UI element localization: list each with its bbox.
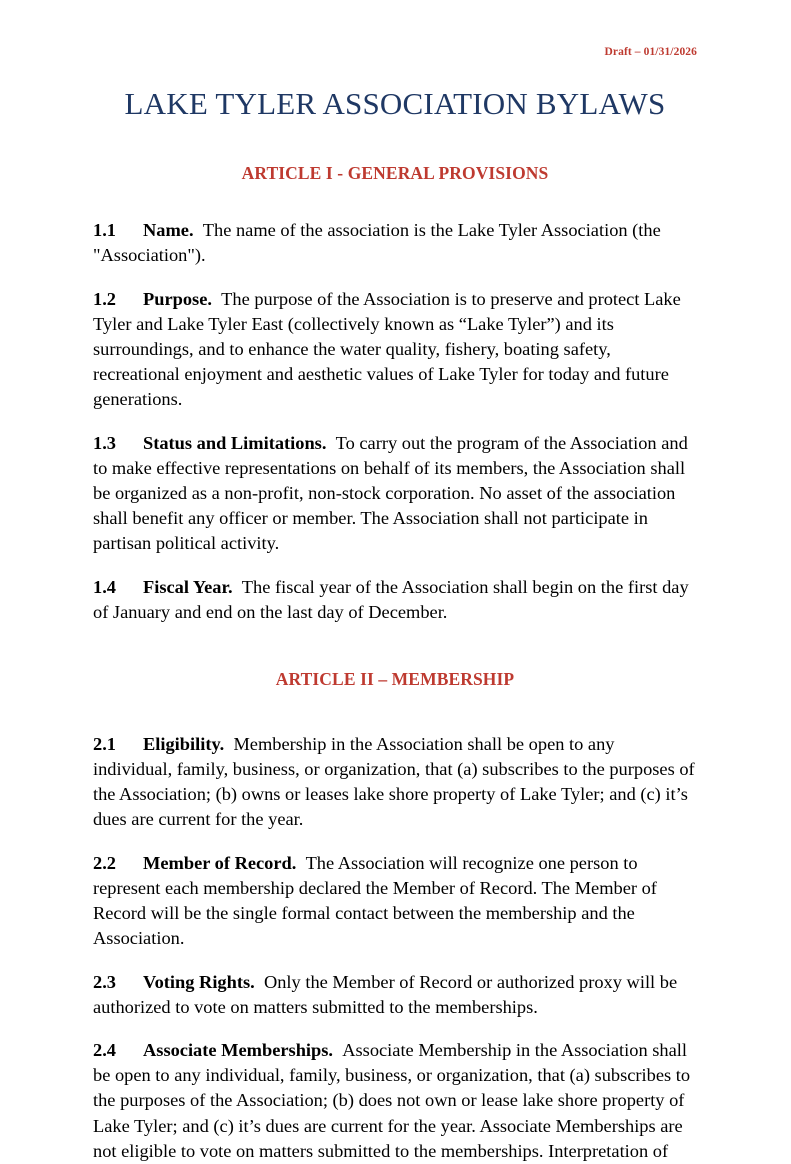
section-body: Associate Membership in the Association shall be open to any individual, family, business, or organization, that (a) subscribes to the purposes of the Association; (b) does not own or lease lake shore property of Lake Tyler; and (c) it’s dues are current for the year. Associate Memberships are not eligible to vote on matters submitted to the memberships. Interpretation of xyxy=(93,1040,691,1161)
section-body: The Association will recognize one person to represent each membership declared the Member of Record. The Member of Record will be the single formal contact between the membership and the Association. xyxy=(93,852,657,949)
section-title: Status and Limitations. xyxy=(143,432,327,453)
document-title: LAKE TYLER ASSOCIATION BYLAWS xyxy=(124,85,666,121)
section-number: 1.4 xyxy=(93,576,116,597)
section-title: Member of Record. xyxy=(143,852,297,873)
section-1-2 xyxy=(93,287,697,413)
section-title: Eligibility. xyxy=(143,733,225,754)
section-body: Membership in the Association shall be open to any individual, family, business, or organization, that (a) subscribes to the purposes of the Association; (b) owns or leases lake shore property of Lake Tyler; and (c) it’s dues are current for the year. xyxy=(93,733,695,830)
section-body: To carry out the program of the Association and to make effective representations on behalf of its members, the Association shall be organized as a non-profit, non-stock corporation. No asset of the association shall benefit any officer or member. The Association shall not participate in partisan political activity. xyxy=(93,432,688,554)
section-number: 2.1 xyxy=(93,733,116,754)
section-2-2 xyxy=(93,851,697,951)
section-title: Name. xyxy=(143,220,194,241)
article-heading-1: ARTICLE I - GENERAL PROVISIONS xyxy=(241,163,549,184)
section-1-1 xyxy=(93,218,697,268)
article-1-sections xyxy=(93,218,697,625)
section-title: Voting Rights. xyxy=(143,971,255,992)
section-1-4 xyxy=(93,575,697,625)
document-content xyxy=(93,0,697,1164)
section-body: Only the Member of Record or authorized proxy will be authorized to vote on matters submitted to the memberships. xyxy=(93,971,678,1017)
article-heading-2: ARTICLE II – MEMBERSHIP xyxy=(275,668,515,689)
section-body: The name of the association is the Lake Tyler Association (the "Association"). xyxy=(93,220,661,266)
section-2-1 xyxy=(93,732,697,832)
section-2-4 xyxy=(93,1038,697,1164)
section-2-3 xyxy=(93,970,697,1020)
section-body: The fiscal year of the Association shall begin on the first day of January and end on the last day of December. xyxy=(93,576,689,622)
section-title: Purpose. xyxy=(143,288,212,309)
section-number: 2.4 xyxy=(93,1040,116,1061)
section-body: The purpose of the Association is to preserve and protect Lake Tyler and Lake Tyler East (collectively known as “Lake Tyler”) and its surroundings, and to enhance the water quality, fishery, boating safety, recreational enjoyment and aesthetic values of Lake Tyler for today and future generations. xyxy=(93,288,681,410)
article-2-sections xyxy=(93,732,697,1164)
section-number: 1.3 xyxy=(93,432,116,453)
section-title: Fiscal Year. xyxy=(143,576,233,597)
section-number: 2.2 xyxy=(93,852,116,873)
section-title: Associate Memberships. xyxy=(143,1040,334,1061)
section-1-3 xyxy=(93,431,697,557)
section-number: 1.2 xyxy=(93,288,116,309)
draft-status-header: Draft – 01/31/2026 xyxy=(604,46,697,58)
section-number: 1.1 xyxy=(93,220,116,241)
section-number: 2.3 xyxy=(93,971,116,992)
